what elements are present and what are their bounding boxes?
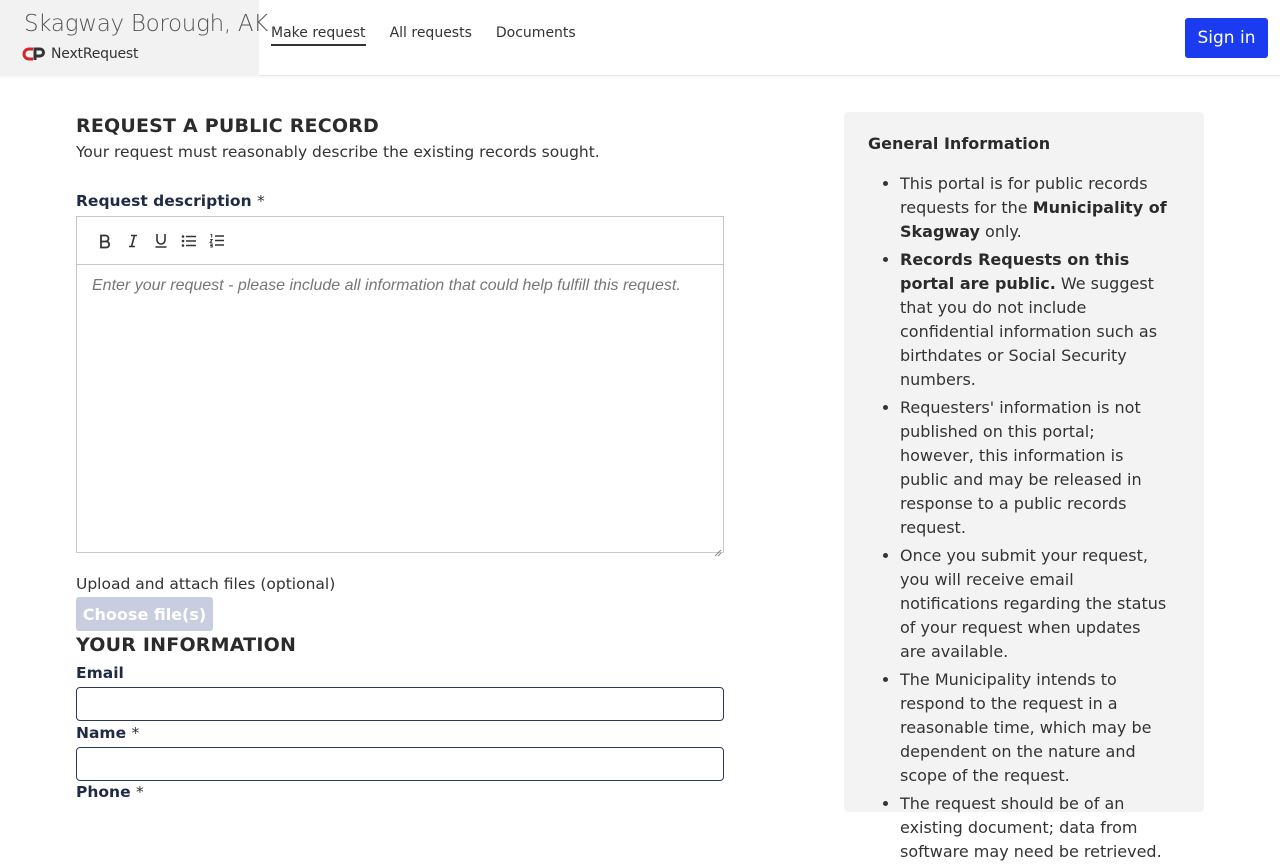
phone-required-mark: *: [136, 783, 144, 801]
nextrequest-logo-icon: [24, 47, 46, 61]
your-information-title: YOUR INFORMATION: [76, 634, 297, 656]
form-description: Your request must reasonably describe the existing records sought.: [76, 143, 600, 161]
general-information-list: [900, 172, 1170, 868]
list-item: • The Municipality intends to respond to the request in a reasonable time, which may be dependent on the nature and scope of the request.: [900, 668, 1170, 788]
upload-label: Upload and attach files (optional): [76, 575, 336, 593]
phone-label: [76, 783, 144, 801]
resize-handle-icon[interactable]: [713, 542, 722, 551]
list-item: • The request should be of an existing document; data from software may need be retrieved.: [900, 792, 1170, 864]
main-nav: [271, 25, 600, 46]
request-description-input[interactable]: Enter your request - please include all information that could help fulfill this request.: [92, 277, 681, 294]
email-label: Email: [76, 664, 124, 682]
name-label: [76, 724, 139, 742]
request-form: [76, 115, 724, 801]
list-item: • Records Requests on this portal are public. We suggest that you do not include confidential information such as birthdates or Social Security numbers.: [900, 248, 1170, 392]
bullet-list-icon[interactable]: [175, 230, 203, 252]
sign-in-button[interactable]: Sign in: [1185, 18, 1268, 58]
name-field[interactable]: [76, 747, 724, 781]
nav-documents[interactable]: Documents: [495, 25, 576, 41]
general-information-title: General Information: [868, 134, 1051, 153]
request-description-label-text: Request description: [76, 192, 252, 210]
request-description-label: [76, 192, 265, 210]
brand-block[interactable]: [0, 0, 269, 76]
nav-make-request[interactable]: Make request: [271, 25, 366, 46]
nav-all-requests[interactable]: All requests: [389, 25, 472, 41]
request-editor: [76, 216, 724, 553]
required-mark: *: [257, 192, 265, 210]
italic-icon[interactable]: [119, 230, 147, 252]
email-field[interactable]: [76, 687, 724, 721]
name-required-mark: *: [131, 724, 140, 742]
brand-sub: [24, 44, 138, 64]
phone-label-text: Phone: [76, 783, 131, 801]
numbered-list-icon[interactable]: [203, 230, 231, 252]
choose-files-button[interactable]: Choose file(s): [76, 597, 213, 631]
list-item: • Once you submit your request, you will receive email notifications regarding the status of your request when updates are available.: [900, 544, 1170, 664]
list-item: • Requesters' information is not published on this portal; however, this information is public and may be released in response to a public records request.: [900, 396, 1170, 540]
editor-toolbar: [77, 217, 723, 265]
brand-name: NextRequest: [51, 46, 139, 62]
underline-icon[interactable]: [147, 230, 175, 252]
bold-icon[interactable]: [91, 230, 119, 252]
site-title[interactable]: Skagway Borough, AK: [24, 11, 269, 37]
form-title: REQUEST A PUBLIC RECORD: [76, 115, 380, 137]
top-header: [0, 0, 1280, 76]
general-information-panel: [844, 112, 1204, 861]
list-item: • This portal is for public records requests for the Municipality of Skagway only.: [900, 172, 1170, 244]
name-label-text: Name: [76, 724, 127, 742]
